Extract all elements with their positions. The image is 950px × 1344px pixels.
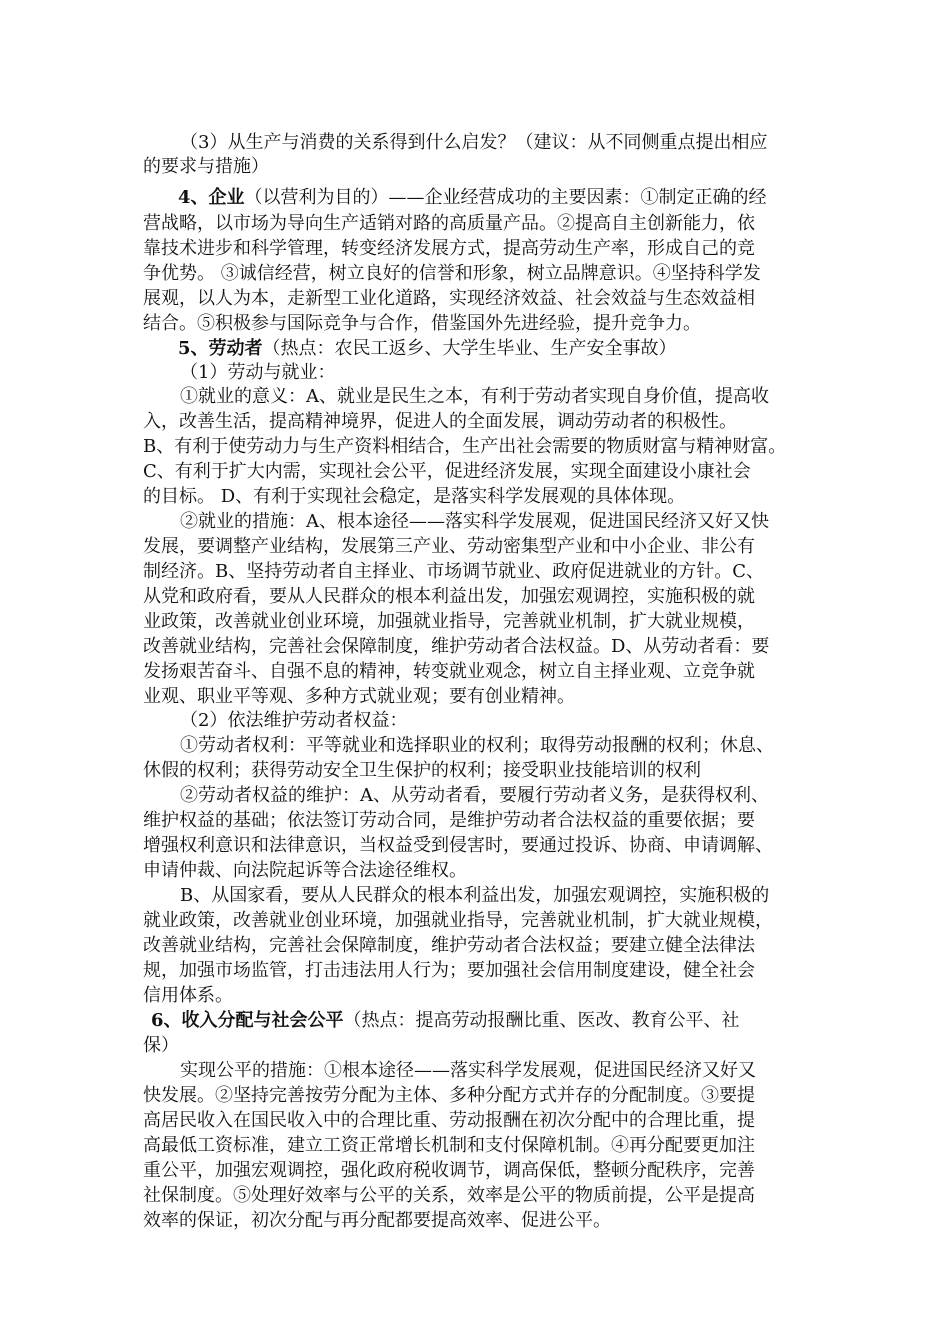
paragraph-line: 效率的保证，初次分配与再分配都要提高效率、促进公平。 [143,1210,611,1231]
paragraph-line: 业观、职业平等观、多种方式就业观；要有创业精神。 [143,686,575,707]
paragraph-line: 制经济。B、坚持劳动者自主择业、市场调节就业、政府促进就业的方针。C、 [143,561,764,582]
paragraph-line: 发展，要调整产业结构，发展第三产业、劳动密集型产业和中小企业、非公有 [143,536,755,557]
paragraph-line: ②就业的措施：A、根本途径——落实科学发展观，促进国民经济又好又快 [180,511,769,532]
paragraph-line: C、有利于扩大内需，实现社会公平，促进经济发展，实现全面建设小康社会 [143,461,751,482]
paragraph-line: 规，加强市场监管，打击违法用人行为；要加强社会信用制度建设，健全社会 [143,960,755,981]
paragraph-line: （3）从生产与消费的关系得到什么启发？（建议：从不同侧重点提出相应 [180,132,768,153]
paragraph-line: 从党和政府看，要从人民群众的根本利益出发，加强宏观调控，实施积极的就 [143,586,755,607]
section-heading-income-distribution: 6、收入分配与社会公平（热点：提高劳动报酬比重、医改、教育公平、社 [151,1010,740,1031]
paragraph-line: 申请仲裁、向法院起诉等合法途径维权。 [143,860,467,881]
paragraph-line: 实现公平的措施：①根本途径——落实科学发展观，促进国民经济又好又 [180,1060,756,1081]
paragraph-line: 展观，以人为本，走新型工业化道路，实现经济效益、社会效益与生态效益相 [143,288,755,309]
section-heading-enterprise: 4、企业（以营利为目的）——企业经营成功的主要因素：①制定正确的经 [178,187,767,208]
paragraph-line: ②劳动者权益的维护：A、从劳动者看，要履行劳动者义务，是获得权利、 [180,785,769,806]
paragraph-line: 休假的权利；获得劳动安全卫生保护的权利；接受职业技能培训的权利 [143,760,701,781]
paragraph-line: ①就业的意义：A、就业是民生之本，有利于劳动者实现自身价值，提高收 [180,386,769,407]
paragraph-line: 营战略，以市场为导向生产适销对路的高质量产品。②提高自主创新能力，依 [143,213,755,234]
paragraph-line: 快发展。②坚持完善按劳分配为主体、多种分配方式并存的分配制度。③要提 [143,1085,755,1106]
paragraph-line: 发扬艰苦奋斗、自强不息的精神，转变就业观念，树立自主择业观、立竞争就 [143,661,755,682]
paragraph-line: B、从国家看，要从人民群众的根本利益出发，加强宏观调控，实施积极的 [180,885,770,906]
paragraph-line: 的目标。 D、有利于实现社会稳定，是落实科学发展观的具体体现。 [143,486,686,507]
paragraph-line: 改善就业结构，完善社会保障制度，维护劳动者合法权益；要建立健全法律法 [143,935,755,956]
subsection-heading: （2）依法维护劳动者权益： [180,710,408,731]
paragraph-line: 保） [143,1035,179,1056]
paragraph-line: 社保制度。⑤处理好效率与公平的关系，效率是公平的物质前提，公平是提高 [143,1185,755,1206]
paragraph-line: 争优势。 ③诚信经营，树立良好的信誉和形象，树立品牌意识。④坚持科学发 [143,263,761,284]
paragraph-line: 业政策，改善就业创业环境，加强就业指导，完善就业机制，扩大就业规模， [143,611,755,632]
paragraph-line: 重公平，加强宏观调控，强化政府税收调节，调高保低，整顿分配秩序，完善 [143,1160,755,1181]
paragraph-line: 高最低工资标准，建立工资正常增长机制和支付保障机制。④再分配要更加注 [143,1135,755,1156]
paragraph-line: 增强权利意识和法律意识，当权益受到侵害时，要通过投诉、协商、申请调解、 [143,835,773,856]
section-heading-workers: 5、劳动者（热点：农民工返乡、大学生毕业、生产安全事故） [178,338,677,359]
paragraph-line: 信用体系。 [143,985,233,1006]
paragraph-line: 靠技术进步和科学管理，转变经济发展方式，提高劳动生产率，形成自己的竞 [143,238,755,259]
paragraph-line: 改善就业结构，完善社会保障制度，维护劳动者合法权益。D、从劳动者看：要 [143,636,770,657]
subsection-heading: （1）劳动与就业： [180,362,336,383]
paragraph-line: 结合。⑤积极参与国际竞争与合作，借鉴国外先进经验，提升竞争力。 [143,313,701,334]
paragraph-line: 的要求与措施） [143,156,269,177]
paragraph-line: 维护权益的基础；依法签订劳动合同，是维护劳动者合法权益的重要依据；要 [143,810,755,831]
paragraph-line: B、有利于使劳动力与生产资料相结合，生产出社会需要的物质财富与精神财富。 [143,436,787,457]
paragraph-line: 入，改善生活，提高精神境界，促进人的全面发展，调动劳动者的积极性。 [143,411,737,432]
paragraph-line: ①劳动者权利：平等就业和选择职业的权利；取得劳动报酬的权利；休息、 [180,735,774,756]
paragraph-line: 就业政策，改善就业创业环境，加强就业指导，完善就业机制，扩大就业规模， [143,910,773,931]
paragraph-line: 高居民收入在国民收入中的合理比重、劳动报酬在初次分配中的合理比重，提 [143,1110,755,1131]
